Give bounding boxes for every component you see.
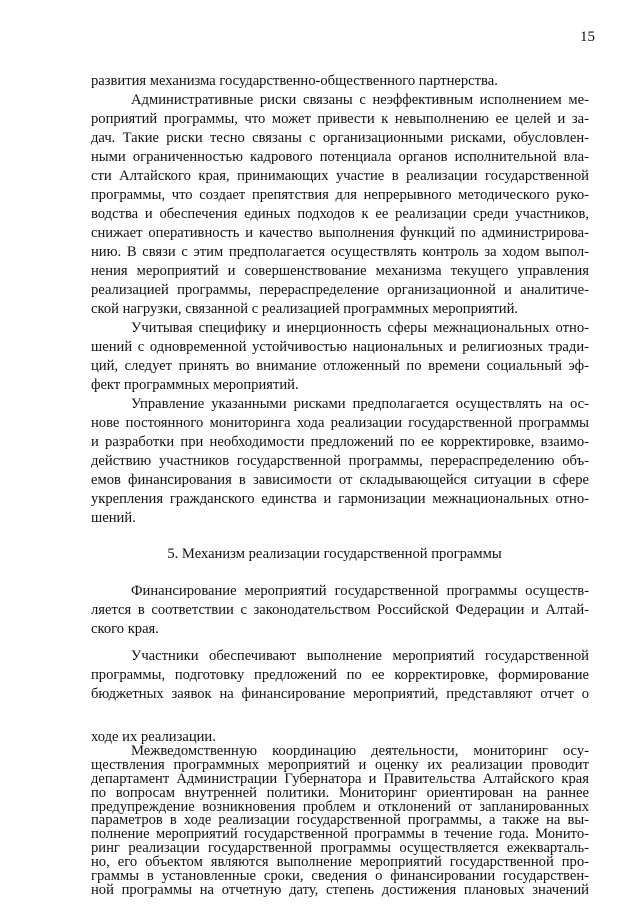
text-line: ной программы на отчетную дату, степень достижения плановых значений — [91, 882, 589, 898]
text-line: ской нагрузки, связанной с реализацией программных мероприятий. — [91, 301, 519, 317]
text-line: шений с одновременной устойчивостью национальных и религиозных тради- — [91, 339, 589, 355]
text-line: Финансирование мероприятий государственной программы осуществ- — [131, 583, 589, 599]
text-line: нове постоянного мониторинга хода реализации государственной программы — [91, 415, 589, 431]
text-line: предупреждение возникновения проблем и отклонений от запланированных — [91, 798, 589, 815]
text-line: ского края. — [91, 621, 159, 637]
text-line: нию. В связи с этим предполагается осуществлять контроль за ходом выпол- — [91, 244, 589, 260]
text-line: департамент Администрации Губернатора и Правительства Алтайского края — [91, 770, 589, 787]
text-line: укрепления гражданского единства и гармонизации межнациональных отно- — [91, 491, 589, 507]
text-line: ходе их реализации. — [91, 729, 216, 745]
text-line: и разработки при необходимости предложений по ее корректировке, взаимо- — [91, 434, 589, 450]
text-line: Административные риски связаны с неэффективным исполнением ме- — [131, 92, 589, 108]
text-line: Учитывая специфику и инерционность сферы межнациональных отно- — [131, 320, 589, 336]
text-line: Управление указанными рисками предполагается осуществлять на ос- — [131, 396, 589, 412]
text-line: но, его объектом являются выполнение мероприятий государственной про- — [91, 854, 589, 871]
text-line: Межведомственную координацию деятельности, мониторинг осу- — [131, 742, 589, 759]
section-heading: 5. Механизм реализации государственной программы — [167, 546, 502, 562]
text-line: емов финансирования в зависимости от складывающейся ситуации в сфере — [91, 472, 589, 488]
text-line: развития механизма государственно-общественного партнерства. — [91, 73, 498, 89]
text-line: нения мероприятий и совершенствование механизма текущего управления — [91, 263, 589, 279]
text-line: водства и обеспечения единых подходов к ее реализации среди участников, — [91, 206, 589, 222]
text-line: ществления программных мероприятий и оценку их реализации проводит — [91, 756, 589, 773]
text-line: ций, следует принять во внимание отложенный по времени социальный эф- — [91, 358, 589, 374]
text-line: реализацией программы, перераспределение организационной и аналитиче- — [91, 282, 589, 298]
text-line: фект программных мероприятий. — [91, 377, 299, 393]
text-line: полнение мероприятий государственной программы в течение года. Монито- — [91, 826, 589, 843]
text-line: параметров в ходе реализации государственной программы, а также на вы- — [91, 812, 589, 829]
text-line: снижает оперативность и качество выполнения функций по администрирова- — [91, 225, 589, 241]
text-line: действию участников государственной программы, перераспределению объ- — [91, 453, 589, 469]
text-line: по вопросам внутренней политики. Мониторинг ориентирован на раннее — [91, 784, 589, 801]
text-line: ляется в соответствии с законодательством Российской Федерации и Алтай- — [91, 602, 589, 618]
text-line: программы, что создает препятствия для непрерывного методического руко- — [91, 187, 589, 203]
text-line: роприятий программы, что может привести к невыполнению ее целей и за- — [91, 111, 589, 127]
text-line: граммы в установленные сроки, сведения о финансировании государствен- — [91, 868, 589, 885]
text-line: сти Алтайского края, принимающих участие в реализации государственной — [91, 168, 589, 184]
text-line: Участники обеспечивают выполнение мероприятий государственной — [131, 648, 589, 664]
text-line: ными ограниченностью кадрового потенциала органов исполнительной вла- — [91, 149, 589, 165]
text-line: программы, подготовку предложений по ее корректировке, формирование — [91, 667, 589, 683]
text-line: бюджетных заявок на финансирование мероприятий, представляют отчет о — [91, 686, 589, 702]
text-line: шений. — [91, 510, 136, 526]
page-number: 15 — [580, 29, 595, 45]
text-line: ринг реализации государственной программы осуществляется ежекварталь- — [91, 840, 589, 857]
text-line: дач. Такие риски тесно связаны с организационными рисками, обусловлен- — [91, 130, 589, 146]
